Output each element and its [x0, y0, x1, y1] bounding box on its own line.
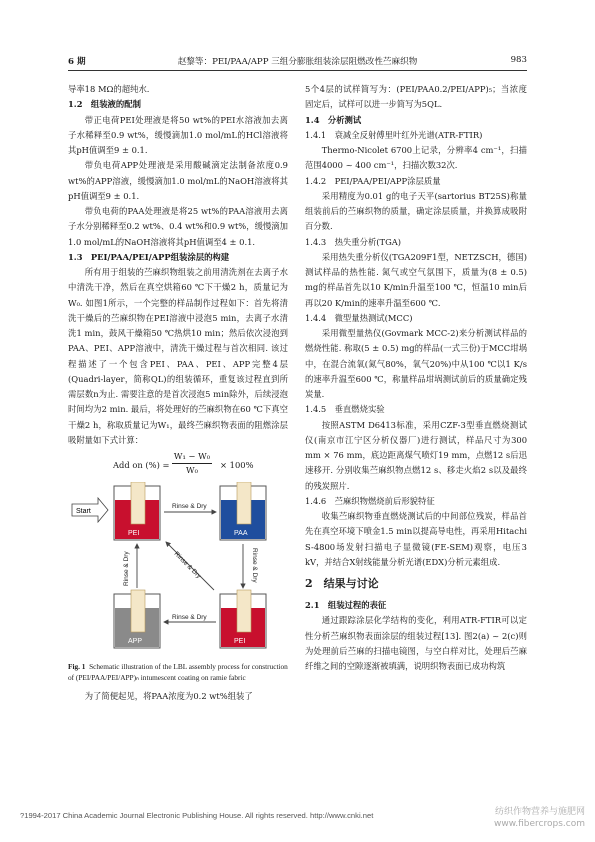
- equation-lhs: Add on (%) =: [113, 460, 170, 470]
- watermark-line: 纺织作物营养与施肥网: [494, 807, 585, 817]
- add-on-equation: [68, 450, 288, 480]
- rinse-dry-label: Rinse & Dry: [172, 614, 207, 621]
- rinse-dry-label: Rinse & Dry: [251, 548, 258, 583]
- section-heading: 1.2 组装液的配制: [68, 99, 141, 110]
- section-heading: 2.1 组装过程的表征: [305, 600, 387, 610]
- paa-label: PAA: [234, 530, 248, 537]
- figure-caption-text: Schematic illustration of the LBL assembly process for construction of (PEI/PAA/PEI/APP)ₙ intumescent coating on ramie fabric: [68, 662, 288, 682]
- subsection-heading: 1.4.3 热失重分析(TGA): [305, 236, 402, 247]
- page-number: 983: [510, 55, 527, 65]
- watermark: [494, 806, 585, 830]
- watermark-line: www.fibercrops.com: [494, 819, 585, 829]
- right-column: [305, 82, 527, 674]
- rinse-dry-label: Rinse & Dry: [123, 551, 130, 586]
- subsection-heading: 1.4.2 PEI/PAA/PEI/APP涂层质量: [305, 175, 441, 186]
- app-label: APP: [128, 638, 143, 645]
- pei-label-2: PEI: [234, 638, 246, 645]
- paa-beaker: [220, 482, 266, 540]
- pei-label: PEI: [128, 530, 140, 537]
- subsection-heading: 1.4.5 垂直燃烧实验: [305, 404, 385, 415]
- running-header: [68, 55, 527, 69]
- start-arrow: [72, 498, 108, 522]
- start-label: Start: [76, 508, 91, 515]
- pei-beaker-2: [220, 590, 266, 648]
- pei-beaker: [114, 482, 160, 540]
- equation-rhs: × 100%: [220, 460, 254, 470]
- paragraph: 带正电荷PEI处理液是将50 wt%的PEI水溶液加去离子水稀释至0.9 wt%，缓慢滴加1.0 mol/mL的HCl溶液将其pH值调至9 ± 0.1.: [68, 114, 288, 155]
- equation-fraction: [172, 450, 212, 477]
- left-column: [68, 82, 288, 704]
- section-heading: 1.4 分析测试: [305, 114, 362, 125]
- figure-1: [68, 482, 288, 658]
- figure-label: Fig. 1: [68, 662, 86, 671]
- chapter-heading: 2 结果与讨论: [305, 577, 379, 590]
- app-beaker: [114, 590, 160, 648]
- issue-number: 6 期: [68, 57, 86, 67]
- lbl-process-diagram: [68, 482, 288, 658]
- equation-numerator: W₁ − W₀: [172, 450, 212, 464]
- paragraph: 为了简便起见，将PAA浓度为0.2 wt%组装了: [84, 691, 253, 701]
- paragraph: 收集苎麻织物垂直燃烧测试后的中间部位残炭，样品首先在真空环境下喷金1.5 min以提高导电性，再采用Hitachi S-4800场发射扫描电子显微镜(FE-SEM)观察，电压3 kV，并结合X射线能量分析光谱(EDX)分析元素组成.: [305, 511, 527, 567]
- running-title: 赵黎等：PEI/PAA/APP 三组分膨胀组装涂层阻燃改性苎麻织物: [177, 57, 418, 67]
- paragraph: 导率18 MΩ的超纯水.: [68, 84, 150, 94]
- equation-denominator: W₀: [186, 465, 198, 475]
- subsection-heading: 1.4.1 衰减全反射傅里叶红外光谱(ATR-FTIR): [305, 129, 483, 140]
- subsection-heading: 1.4.4 微型量热测试(MCC): [305, 312, 413, 323]
- paragraph: 所有用于组装的苎麻织物组装之前用清洗剂在去离子水中清洗干净，然后在真空烘箱60 ℃下干燥2 h，质量记为W₀. 如图1所示，一个完整的样品制作过程如下：首先将清洗干燥后的苎麻织物在PEI溶液中浸泡5 min，去离子水清洗1 min，鼓风干燥箱50 ℃热烘10 min；然后依次浸泡到PAA、PEI、APP溶液中，清洗干燥过程与首次相同. 该过程描述了一个包含PEI、PAA、PEI、APP完整4层(Quadri-layer，简称QL)的组装循环，重复该过程直到所需层数n为止. 需要注意的是首次浸泡5 min除外，后续浸泡时间均为2 min. 最后，将处理好的苎麻织物在60 ℃下真空干燥2 h，称取质量记为W₁，最终苎麻织物表面的阻燃涂层吸附量如下式计算：: [68, 267, 288, 445]
- paragraph: 通过跟踪涂层化学结构的变化，利用ATR-FTIR可以定性分析苎麻织物表面涂层的组装过程[13]. 图2(a) ~ 2(c)则为处理前后苎麻的扫描电镜图，与空白样对比，处理后苎麻纤维之间的空隙逐渐被填满，说明织物表面已成功构筑: [305, 615, 527, 671]
- rinse-dry-label: Rinse & Dry: [172, 503, 207, 510]
- paragraph: 采用微型量热仪(Govmark MCC-2)来分析测试样品的燃烧性能. 称取(5 ± 0.5) mg的样品(一式三份)于MCC坩埚中，在混合流氧(氮气80%，氧气20%)中从100 ℃以1 K/s的速率升温至600 ℃，称量样品坩埚测试前后的质量确定残炭量.: [305, 328, 527, 399]
- copyright-footer: ?1994-2017 China Academic Journal Electronic Publishing House. All rights reserved. http://www.cnki.net: [20, 811, 374, 820]
- subsection-heading: 1.4.6 苎麻织物燃烧前后形貌特征: [305, 495, 435, 506]
- section-heading: 1.3 PEI/PAA/PEI/APP组装涂层的构建: [68, 251, 230, 262]
- paragraph: Thermo-Nicolet 6700上记录，分辨率4 cm⁻¹，扫描范围4000 ~ 400 cm⁻¹，扫描次数32次.: [305, 145, 527, 171]
- rinse-dry-label: Rinse & Dry: [172, 550, 203, 580]
- paragraph: 按照ASTM D6413标准，采用CZF-3型垂直燃烧测试仪(南京市江宁区分析仪器厂)进行测试，样品尺寸为300 mm × 76 mm，底边距离煤气喷灯19 mm，点燃12 s后迅速移开. 分别收集苎麻织物点燃12 s、移走火焰2 s以及最终的残炭照片.: [305, 419, 527, 491]
- paragraph: 采用精度为0.01 g的电子天平(sartorius BT25S)称量组装前后的苎麻织物的质量，确定涂层质量，并换算成吸附百分数.: [305, 190, 527, 232]
- paragraph: 采用热失重分析仪(TGA209F1型，NETZSCH，德国)测试样品的热性能. 氮气或空气氛围下，质量为(8 ± 0.5) mg的样品首先以10 K/min升温至100 ℃，恒温10 min后再以20 K/min的速率升温至600 ℃.: [305, 251, 527, 308]
- paragraph: 带负电荷的PAA处理液是将25 wt%的PAA溶液用去离子水分别稀释至0.2 wt%、0.4 wt%和0.9 wt%，缓慢滴加1.0 mol/mL的NaOH溶液将其pH值调至4 ± 0.1.: [68, 206, 288, 247]
- paragraph: 5个4层的试样简写为：(PEI/PAA0.2/PEI/APP)₅；当浓度固定后，试样可以进一步简写为5QL.: [305, 84, 527, 110]
- figure-caption: [68, 662, 288, 683]
- header-rule: [68, 70, 527, 71]
- paragraph: 带负电荷APP处理液是采用酸碱滴定法制备浓度0.9 wt%的APP溶液，缓慢滴加1.0 mol/mL的NaOH溶液将其pH值调至9 ± 0.1.: [68, 160, 288, 201]
